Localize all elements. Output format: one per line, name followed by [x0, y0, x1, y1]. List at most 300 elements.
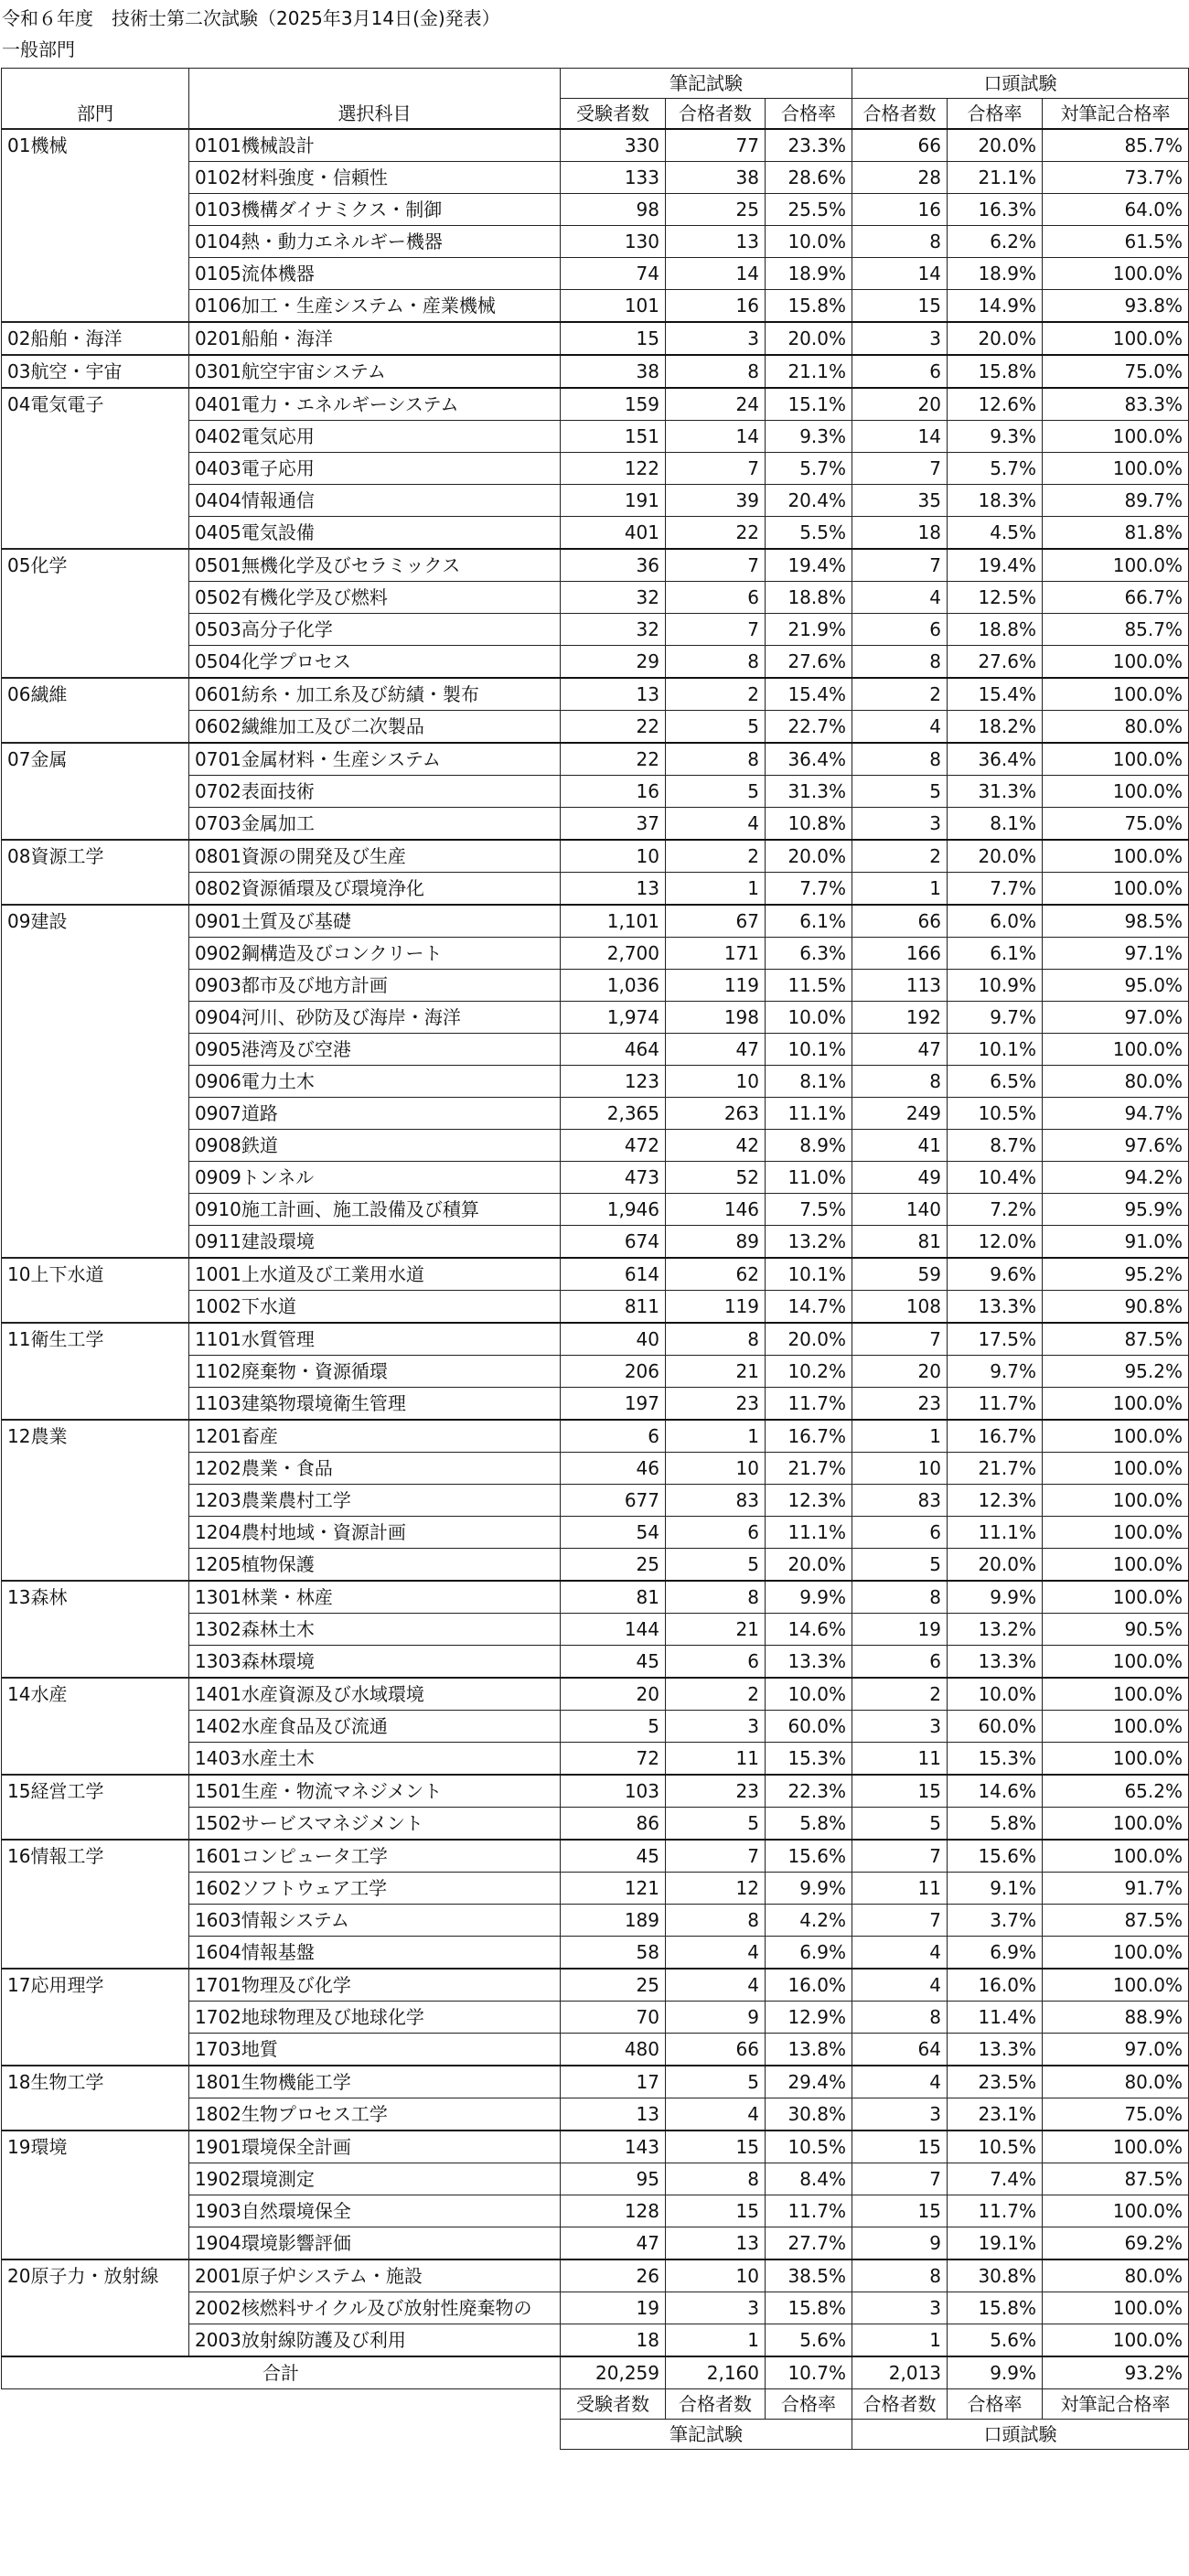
rate-cell: 5.8%: [766, 1808, 852, 1841]
footer-spacer-2: [2, 2420, 561, 2450]
table-row: [2, 162, 1189, 194]
vs-written-cell: 100.0%: [1043, 1711, 1189, 1743]
examinees-cell: 13: [561, 2098, 666, 2131]
oral-passers-cell: 18: [852, 517, 948, 550]
subject-cell: 1403水産土木: [189, 1743, 561, 1776]
rate-cell: 10.0%: [766, 226, 852, 258]
subject-cell: 0504化学プロセス: [189, 646, 561, 679]
passers-cell: 5: [666, 1808, 766, 1841]
passers-cell: 10: [666, 2259, 766, 2292]
dept-cell: 14水産: [2, 1678, 189, 1711]
table-row: [2, 1646, 1189, 1679]
oral-rate-cell: 19.4%: [948, 549, 1043, 582]
oral-passers-cell: 16: [852, 194, 948, 226]
dept-cell: 20原子力・放射線: [2, 2259, 189, 2292]
rate-cell: 9.3%: [766, 421, 852, 453]
oral-rate-cell: 3.7%: [948, 1905, 1043, 1937]
rate-cell: 16.7%: [766, 1420, 852, 1453]
dept-cell-blank: [2, 2227, 189, 2260]
table-row: [2, 1517, 1189, 1549]
vs-written-cell: 100.0%: [1043, 776, 1189, 808]
passers-cell: 14: [666, 421, 766, 453]
oral-passers-cell: 15: [852, 1775, 948, 1808]
oral-passers-cell: 15: [852, 290, 948, 323]
dept-cell-blank: [2, 808, 189, 841]
examinees-cell: 191: [561, 485, 666, 517]
rate-cell: 10.1%: [766, 1258, 852, 1291]
vs-written-cell: 100.0%: [1043, 549, 1189, 582]
rate-cell: 12.3%: [766, 1485, 852, 1517]
dept-cell-blank: [2, 2163, 189, 2195]
dept-cell: 07金属: [2, 743, 189, 776]
dept-cell-blank: [2, 453, 189, 485]
oral-passers-cell: 6: [852, 1646, 948, 1679]
dept-cell-blank: [2, 485, 189, 517]
vs-written-cell: 73.7%: [1043, 162, 1189, 194]
dept-cell-blank: [2, 1034, 189, 1066]
vs-written-cell: 80.0%: [1043, 1066, 1189, 1098]
oral-passers-cell: 7: [852, 1905, 948, 1937]
examinees-cell: 121: [561, 1873, 666, 1905]
subject-cell: 0601紡糸・加工糸及び紡績・製布: [189, 678, 561, 711]
oral-rate-cell: 13.2%: [948, 1614, 1043, 1646]
rate-cell: 18.8%: [766, 582, 852, 614]
rate-cell: 7.5%: [766, 1194, 852, 1226]
subject-cell: 1602ソフトウェア工学: [189, 1873, 561, 1905]
dept-cell-blank: [2, 582, 189, 614]
examinees-cell: 40: [561, 1323, 666, 1356]
oral-rate-cell: 12.0%: [948, 1226, 1043, 1259]
subject-cell: 1205植物保護: [189, 1549, 561, 1582]
table-row: [2, 1678, 1189, 1711]
passers-cell: 3: [666, 1711, 766, 1743]
footer-oral-passers: 合格者数: [852, 2389, 948, 2420]
table-row: [2, 1743, 1189, 1776]
dept-cell: 17応用理学: [2, 1969, 189, 2002]
oral-passers-cell: 35: [852, 485, 948, 517]
dept-cell-blank: [2, 1388, 189, 1421]
dept-cell-blank: [2, 1646, 189, 1679]
examinees-cell: 26: [561, 2259, 666, 2292]
examinees-cell: 133: [561, 162, 666, 194]
subject-cell: 1102廃棄物・資源循環: [189, 1356, 561, 1388]
subject-cell: 0105流体機器: [189, 258, 561, 290]
passers-cell: 13: [666, 226, 766, 258]
subject-cell: 2002核燃料サイクル及び放射性廃棄物の: [189, 2292, 561, 2324]
examinees-cell: 674: [561, 1226, 666, 1259]
oral-rate-cell: 11.1%: [948, 1517, 1043, 1549]
oral-rate-cell: 13.3%: [948, 1291, 1043, 1324]
table-row: [2, 776, 1189, 808]
examinees-cell: 37: [561, 808, 666, 841]
examinees-cell: 58: [561, 1937, 666, 1970]
examinees-cell: 123: [561, 1066, 666, 1098]
footer-oral-group: 口頭試験: [852, 2420, 1189, 2450]
subject-cell: 1801生物機能工学: [189, 2066, 561, 2098]
table-row: [2, 1130, 1189, 1162]
page-title: 令和６年度 技術士第二次試験（2025年3月14日(金)発表）: [2, 7, 500, 29]
rate-cell: 22.3%: [766, 1775, 852, 1808]
passers-cell: 83: [666, 1485, 766, 1517]
oral-rate-cell: 9.6%: [948, 1258, 1043, 1291]
oral-rate-cell: 23.5%: [948, 2066, 1043, 2098]
table-row: [2, 1905, 1189, 1937]
dept-cell-blank: [2, 226, 189, 258]
header-rate: 合格率: [766, 99, 852, 130]
examinees-cell: 614: [561, 1258, 666, 1291]
subject-cell: 1103建築物環境衛生管理: [189, 1388, 561, 1421]
passers-cell: 25: [666, 194, 766, 226]
vs-written-cell: 95.2%: [1043, 1258, 1189, 1291]
oral-rate-cell: 10.9%: [948, 970, 1043, 1002]
vs-written-cell: 100.0%: [1043, 646, 1189, 679]
table-row: [2, 1258, 1189, 1291]
oral-passers-cell: 66: [852, 129, 948, 162]
passers-cell: 5: [666, 711, 766, 744]
examinees-cell: 13: [561, 678, 666, 711]
oral-passers-cell: 59: [852, 1258, 948, 1291]
oral-rate-cell: 10.5%: [948, 1098, 1043, 1130]
vs-written-cell: 100.0%: [1043, 1034, 1189, 1066]
oral-passers-cell: 81: [852, 1226, 948, 1259]
header-dept: 部門: [2, 99, 189, 130]
subject-cell: 1903自然環境保全: [189, 2195, 561, 2227]
vs-written-cell: 100.0%: [1043, 1937, 1189, 1970]
dept-cell-blank: [2, 2292, 189, 2324]
vs-written-cell: 94.2%: [1043, 1162, 1189, 1194]
oral-rate-cell: 11.4%: [948, 2002, 1043, 2034]
dept-cell-blank: [2, 2098, 189, 2131]
vs-written-cell: 88.9%: [1043, 2002, 1189, 2034]
passers-cell: 2: [666, 840, 766, 873]
vs-written-cell: 95.2%: [1043, 1356, 1189, 1388]
rate-cell: 10.0%: [766, 1002, 852, 1034]
header-vs-written: 対筆記合格率: [1043, 99, 1189, 130]
examinees-cell: 811: [561, 1291, 666, 1324]
oral-rate-cell: 12.5%: [948, 582, 1043, 614]
subject-cell: 1202農業・食品: [189, 1453, 561, 1485]
subject-cell: 1502サービスマネジメント: [189, 1808, 561, 1841]
rate-cell: 11.7%: [766, 1388, 852, 1421]
oral-rate-cell: 5.6%: [948, 2324, 1043, 2357]
passers-cell: 12: [666, 1873, 766, 1905]
oral-rate-cell: 60.0%: [948, 1711, 1043, 1743]
dept-cell-blank: [2, 1194, 189, 1226]
oral-rate-cell: 17.5%: [948, 1323, 1043, 1356]
rate-cell: 29.4%: [766, 2066, 852, 2098]
rate-cell: 19.4%: [766, 549, 852, 582]
rate-cell: 5.6%: [766, 2324, 852, 2357]
oral-passers-cell: 5: [852, 1808, 948, 1841]
examinees-cell: 130: [561, 226, 666, 258]
passers-cell: 8: [666, 1581, 766, 1614]
examinees-cell: 17: [561, 2066, 666, 2098]
examinees-cell: 46: [561, 1453, 666, 1485]
passers-cell: 8: [666, 743, 766, 776]
table-row: [2, 2066, 1189, 2098]
table-row: [2, 646, 1189, 679]
vs-written-cell: 95.9%: [1043, 1194, 1189, 1226]
total-label: 合計: [2, 2356, 561, 2389]
header-passers: 合格者数: [666, 99, 766, 130]
dept-cell-blank: [2, 1162, 189, 1194]
oral-passers-cell: 20: [852, 388, 948, 421]
oral-passers-cell: 7: [852, 1323, 948, 1356]
subject-cell: 1203農業農村工学: [189, 1485, 561, 1517]
dept-cell: 04電気電子: [2, 388, 189, 421]
oral-rate-cell: 9.9%: [948, 1581, 1043, 1614]
examinees-cell: 70: [561, 2002, 666, 2034]
subject-cell: 1001上水道及び工業用水道: [189, 1258, 561, 1291]
examinees-cell: 197: [561, 1388, 666, 1421]
subject-cell: 0903都市及び地方計画: [189, 970, 561, 1002]
vs-written-cell: 80.0%: [1043, 2066, 1189, 2098]
oral-rate-cell: 12.6%: [948, 388, 1043, 421]
oral-passers-cell: 2: [852, 1678, 948, 1711]
subject-cell: 1302森林土木: [189, 1614, 561, 1646]
dept-cell-blank: [2, 2195, 189, 2227]
oral-rate-cell: 13.3%: [948, 2034, 1043, 2066]
oral-passers-cell: 8: [852, 743, 948, 776]
table-row: [2, 1581, 1189, 1614]
passers-cell: 7: [666, 1840, 766, 1873]
table-row: [2, 905, 1189, 938]
oral-passers-cell: 14: [852, 421, 948, 453]
dept-cell-blank: [2, 1873, 189, 1905]
table-row: [2, 1002, 1189, 1034]
examinees-cell: 20: [561, 1678, 666, 1711]
oral-passers-cell: 7: [852, 453, 948, 485]
oral-passers-cell: 4: [852, 582, 948, 614]
passers-cell: 7: [666, 549, 766, 582]
oral-passers-cell: 64: [852, 2034, 948, 2066]
subject-cell: 1201畜産: [189, 1420, 561, 1453]
header-oral-passers: 合格者数: [852, 99, 948, 130]
dept-cell-blank: [2, 2002, 189, 2034]
examinees-cell: 473: [561, 1162, 666, 1194]
rate-cell: 6.3%: [766, 938, 852, 970]
table-row: [2, 2195, 1189, 2227]
dept-cell-blank: [2, 258, 189, 290]
examinees-cell: 159: [561, 388, 666, 421]
table-row: [2, 1323, 1189, 1356]
total-passers: 2,160: [666, 2356, 766, 2389]
oral-rate-cell: 9.1%: [948, 1873, 1043, 1905]
vs-written-cell: 100.0%: [1043, 2195, 1189, 2227]
vs-written-cell: 90.5%: [1043, 1614, 1189, 1646]
footer-spacer: [2, 2389, 561, 2420]
oral-rate-cell: 9.7%: [948, 1002, 1043, 1034]
examinees-cell: 25: [561, 1969, 666, 2002]
vs-written-cell: 100.0%: [1043, 421, 1189, 453]
rate-cell: 11.1%: [766, 1517, 852, 1549]
table-row: [2, 582, 1189, 614]
table-row: [2, 355, 1189, 388]
table-row: [2, 1162, 1189, 1194]
rate-cell: 20.0%: [766, 322, 852, 355]
oral-passers-cell: 8: [852, 2259, 948, 2292]
table-row: [2, 1291, 1189, 1324]
footer-vs-written: 対筆記合格率: [1043, 2389, 1189, 2420]
examinees-cell: 54: [561, 1517, 666, 1549]
examinees-cell: 128: [561, 2195, 666, 2227]
oral-passers-cell: 3: [852, 322, 948, 355]
rate-cell: 10.0%: [766, 1678, 852, 1711]
oral-passers-cell: 113: [852, 970, 948, 1002]
passers-cell: 13: [666, 2227, 766, 2260]
oral-passers-cell: 5: [852, 776, 948, 808]
subject-cell: 0405電気設備: [189, 517, 561, 550]
dept-cell-blank: [2, 1130, 189, 1162]
table-row: [2, 1485, 1189, 1517]
oral-passers-cell: 6: [852, 355, 948, 388]
subject-cell: 0403電子応用: [189, 453, 561, 485]
subject-cell: 1601コンピュータ工学: [189, 1840, 561, 1873]
table-row: [2, 840, 1189, 873]
examinees-cell: 103: [561, 1775, 666, 1808]
table-row: [2, 1969, 1189, 2002]
passers-cell: 1: [666, 1420, 766, 1453]
rate-cell: 11.5%: [766, 970, 852, 1002]
rate-cell: 15.4%: [766, 678, 852, 711]
oral-passers-cell: 4: [852, 711, 948, 744]
rate-cell: 8.9%: [766, 1130, 852, 1162]
dept-cell-blank: [2, 2324, 189, 2357]
oral-rate-cell: 27.6%: [948, 646, 1043, 679]
examinees-cell: 189: [561, 1905, 666, 1937]
examinees-cell: 5: [561, 1711, 666, 1743]
passers-cell: 15: [666, 2195, 766, 2227]
examinees-cell: 1,101: [561, 905, 666, 938]
passers-cell: 8: [666, 1905, 766, 1937]
subject-cell: 0911建設環境: [189, 1226, 561, 1259]
vs-written-cell: 100.0%: [1043, 1646, 1189, 1679]
table-row: [2, 194, 1189, 226]
vs-written-cell: 100.0%: [1043, 2292, 1189, 2324]
oral-passers-cell: 7: [852, 2163, 948, 2195]
dept-cell: 15経営工学: [2, 1775, 189, 1808]
vs-written-cell: 85.7%: [1043, 614, 1189, 646]
vs-written-cell: 65.2%: [1043, 1775, 1189, 1808]
footer-oral-rate: 合格率: [948, 2389, 1043, 2420]
oral-passers-cell: 8: [852, 226, 948, 258]
examinees-cell: 1,036: [561, 970, 666, 1002]
table-row: [2, 678, 1189, 711]
passers-cell: 38: [666, 162, 766, 194]
subject-cell: 0907道路: [189, 1098, 561, 1130]
vs-written-cell: 100.0%: [1043, 1969, 1189, 2002]
oral-passers-cell: 108: [852, 1291, 948, 1324]
passers-cell: 52: [666, 1162, 766, 1194]
vs-written-cell: 89.7%: [1043, 485, 1189, 517]
subject-cell: 0904河川、砂防及び海岸・海洋: [189, 1002, 561, 1034]
passers-cell: 39: [666, 485, 766, 517]
passers-cell: 146: [666, 1194, 766, 1226]
dept-cell-blank: [2, 1098, 189, 1130]
oral-rate-cell: 10.5%: [948, 2131, 1043, 2163]
passers-cell: 8: [666, 2163, 766, 2195]
examinees-cell: 401: [561, 517, 666, 550]
subject-cell: 1303森林環境: [189, 1646, 561, 1679]
vs-written-cell: 80.0%: [1043, 2259, 1189, 2292]
oral-rate-cell: 21.7%: [948, 1453, 1043, 1485]
rate-cell: 9.9%: [766, 1873, 852, 1905]
footer-rate: 合格率: [766, 2389, 852, 2420]
total-vs-written: 93.2%: [1043, 2356, 1189, 2389]
dept-cell-blank: [2, 1743, 189, 1776]
oral-passers-cell: 11: [852, 1873, 948, 1905]
total-oral-passers: 2,013: [852, 2356, 948, 2389]
vs-written-cell: 100.0%: [1043, 873, 1189, 906]
dept-cell: 02船舶・海洋: [2, 322, 189, 355]
subject-cell: 1904環境影響評価: [189, 2227, 561, 2260]
passers-cell: 67: [666, 905, 766, 938]
dept-cell-blank: [2, 1002, 189, 1034]
subject-cell: 0801資源の開発及び生産: [189, 840, 561, 873]
examinees-cell: 22: [561, 743, 666, 776]
oral-passers-cell: 83: [852, 1485, 948, 1517]
passers-cell: 4: [666, 1969, 766, 2002]
passers-cell: 2: [666, 1678, 766, 1711]
table-row: [2, 1937, 1189, 1970]
table-row: [2, 1420, 1189, 1453]
examinees-cell: 15: [561, 322, 666, 355]
oral-passers-cell: 3: [852, 808, 948, 841]
examinees-cell: 36: [561, 549, 666, 582]
rate-cell: 27.7%: [766, 2227, 852, 2260]
subject-cell: 0602繊維加工及び二次製品: [189, 711, 561, 744]
subject-cell: 1604情報基盤: [189, 1937, 561, 1970]
rate-cell: 31.3%: [766, 776, 852, 808]
subject-cell: 1702地球物理及び地球化学: [189, 2002, 561, 2034]
vs-written-cell: 80.0%: [1043, 711, 1189, 744]
rate-cell: 30.8%: [766, 2098, 852, 2131]
oral-rate-cell: 18.3%: [948, 485, 1043, 517]
vs-written-cell: 87.5%: [1043, 2163, 1189, 2195]
oral-rate-cell: 20.0%: [948, 322, 1043, 355]
table-row: [2, 1840, 1189, 1873]
dept-cell-blank: [2, 290, 189, 323]
table-row: [2, 1549, 1189, 1582]
vs-written-cell: 100.0%: [1043, 1808, 1189, 1841]
examinees-cell: 45: [561, 1840, 666, 1873]
vs-written-cell: 97.0%: [1043, 1002, 1189, 1034]
passers-cell: 3: [666, 2292, 766, 2324]
oral-rate-cell: 6.0%: [948, 905, 1043, 938]
passers-cell: 119: [666, 1291, 766, 1324]
vs-written-cell: 66.7%: [1043, 582, 1189, 614]
rate-cell: 25.5%: [766, 194, 852, 226]
oral-rate-cell: 21.1%: [948, 162, 1043, 194]
passers-cell: 7: [666, 453, 766, 485]
rate-cell: 6.9%: [766, 1937, 852, 1970]
oral-passers-cell: 1: [852, 873, 948, 906]
table-row: [2, 2002, 1189, 2034]
table-row: [2, 1066, 1189, 1098]
oral-rate-cell: 9.3%: [948, 421, 1043, 453]
vs-written-cell: 81.8%: [1043, 517, 1189, 550]
table-row: [2, 2324, 1189, 2357]
examinees-cell: 38: [561, 355, 666, 388]
oral-passers-cell: 49: [852, 1162, 948, 1194]
footer-examinees: 受験者数: [561, 2389, 666, 2420]
rate-cell: 27.6%: [766, 646, 852, 679]
oral-rate-cell: 8.7%: [948, 1130, 1043, 1162]
subject-cell: 1701物理及び化学: [189, 1969, 561, 2002]
oral-passers-cell: 28: [852, 162, 948, 194]
passers-cell: 10: [666, 1066, 766, 1098]
oral-rate-cell: 5.7%: [948, 453, 1043, 485]
